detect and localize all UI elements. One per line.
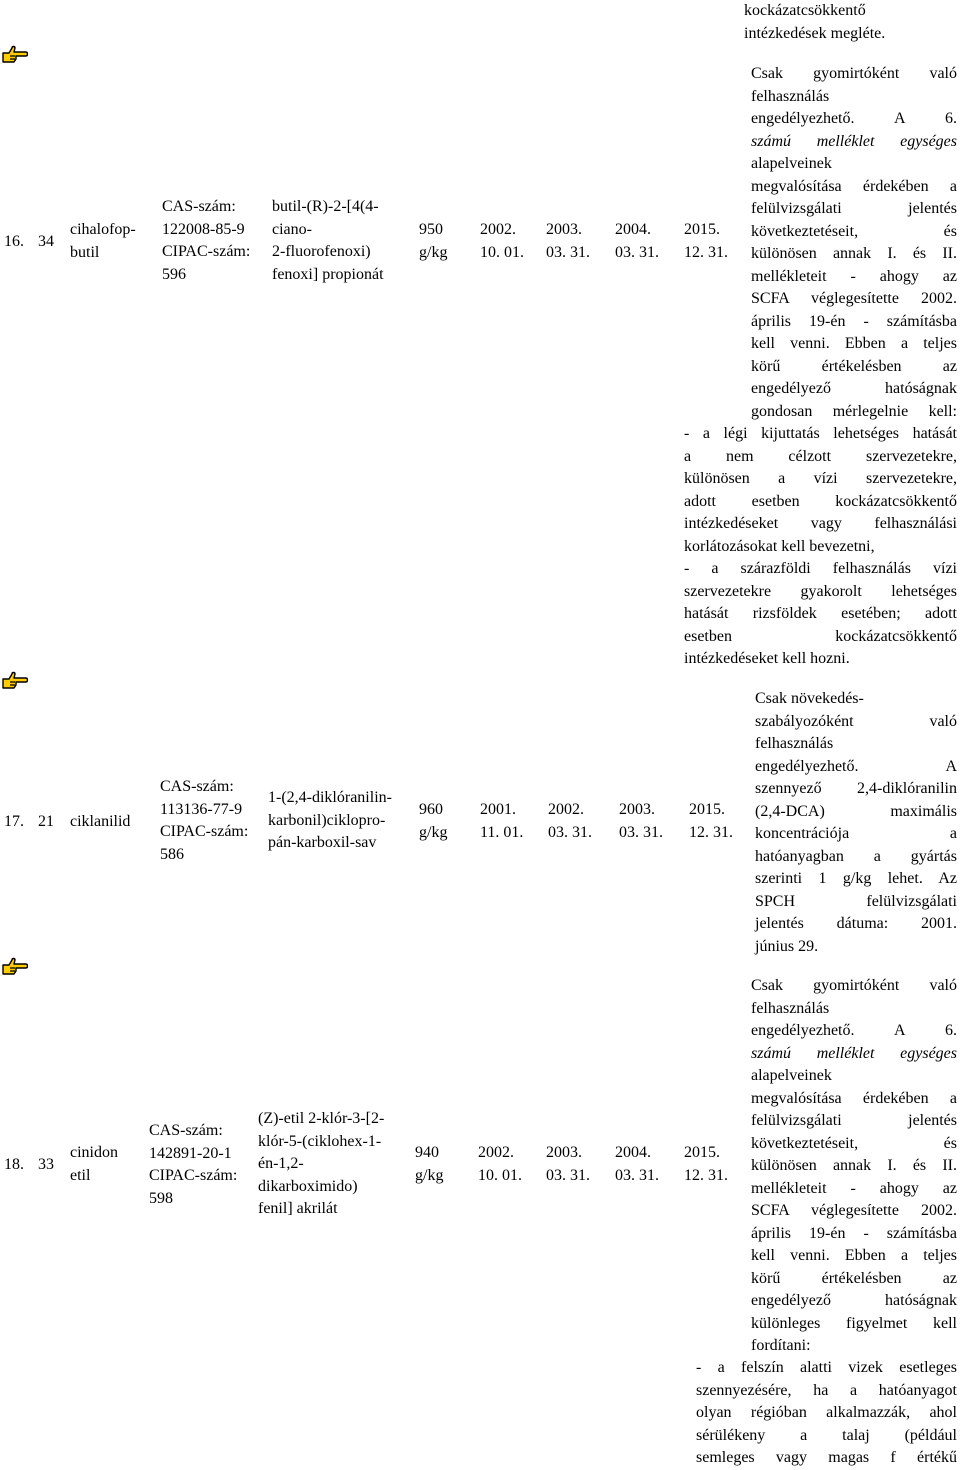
- purity: 960 g/kg: [419, 801, 448, 841]
- provisions: Csak gyomirtóként való felhasználás engedélyezhető. A 6. számú melléklet egységes alapelveinek megvalósítása érdekében a felülvizsgálati jelentés következtetéseit, és különösen annak I. és II. mellékleteit - ahogy az SCFA véglegesítette 2002. április 19-én - számításba kell venni. Ebben a teljes körű értékelésben az engedélyező hatóságnak különleges figyelmet kell fordítani:: [751, 977, 957, 1354]
- provisions-continued: - a légi kijuttatás lehetséges hatását a nem célzott szervezetekre, különösen a vízi szervezetekre, adott esetben kockázatcsökkentő intézkedéseket vagy felhasználási korlátozásokat kell bevezetni, - a szárazföldi felhasználás vízi szervezetekre gyakorolt lehetséges hatását rizsföldek esetében; adott esetben kockázatcsökkentő intézkedéseket kell hozni.: [684, 425, 957, 667]
- expiry-date: 2015. 12. 31.: [684, 221, 728, 261]
- date-2: 2003. 03. 31.: [619, 801, 663, 841]
- pointing-hand-icon: [2, 956, 28, 976]
- pointing-hand-icon: [2, 670, 28, 690]
- entry-date: 2002. 10. 01.: [478, 1144, 522, 1184]
- cas-number: CAS-szám: 142891-20-1 CIPAC-szám: 598: [149, 1122, 238, 1207]
- entry-date: 2001. 11. 01.: [480, 801, 524, 841]
- expiry-date: 2015. 12. 31.: [689, 801, 733, 841]
- chemical-name: (Z)-etil 2-klór-3-[2- klór-5-(ciklohex-1- én-1,2- dikarboximido) fenil] akrilát: [258, 1110, 385, 1217]
- provisions-continued: - a felszín alatti vizek esetleges szennyezésére, ha a hatóanyagot olyan régióban alkalmazzák, ahol sérülékeny a talaj (például semleges vagy magas f értékű: [696, 1359, 957, 1466]
- cas-number: CAS-szám: 113136-77-9 CIPAC-szám: 586: [160, 778, 249, 863]
- row-number: 34: [38, 233, 54, 250]
- pointing-hand-icon: [2, 44, 28, 64]
- row-index: 16.: [4, 233, 24, 250]
- row-number: 21: [38, 813, 54, 830]
- row-index: 17.: [4, 813, 24, 830]
- provisions: Csak növekedés- szabályozóként való felhasználás engedélyezhető. A szennyező 2,4-diklóranilin (2,4-DCA) maximális koncentrációja a hatóanyagban a gyártás szerinti 1 g/kg lehet. Az SPCH felülvizsgálati jelentés dátuma: 2001. június 29.: [755, 690, 957, 955]
- entry-date: 2002. 10. 01.: [480, 221, 524, 261]
- provisions: Csak gyomirtóként való felhasználás engedélyezhető. A 6. számú melléklet egységes alapelveinek megvalósítása érdekében a felülvizsgálati jelentés következtetéseit, és különösen annak I. és II. mellékleteit - ahogy az SCFA véglegesítette 2002. április 19-én - számításba kell venni. Ebben a teljes körű értékelésben az engedélyező hatóságnak gondosan mérlegelnie kell:: [751, 65, 957, 420]
- date-1: 2003. 03. 31.: [546, 1144, 590, 1184]
- substance-name: cinidon etil: [70, 1144, 118, 1184]
- date-2: 2004. 03. 31.: [615, 221, 659, 261]
- substance-name: cihalofop- butil: [70, 221, 136, 261]
- purity: 950 g/kg: [419, 221, 448, 261]
- top-note-line: kockázatcsökkentő: [744, 2, 866, 19]
- purity: 940 g/kg: [415, 1144, 444, 1184]
- chemical-name: butil-(R)-2-[4(4- ciano- 2-fluorofenoxi) fenoxi] propionát: [272, 198, 384, 283]
- expiry-date: 2015. 12. 31.: [684, 1144, 728, 1184]
- date-1: 2002. 03. 31.: [548, 801, 592, 841]
- date-1: 2003. 03. 31.: [546, 221, 590, 261]
- row-index: 18.: [4, 1156, 24, 1173]
- substance-name: ciklanilid: [70, 813, 131, 830]
- top-note: [744, 0, 885, 45]
- chemical-name: 1-(2,4-diklóranilin- karbonil)ciklopro- pán-karboxil-sav: [268, 789, 392, 851]
- cas-number: CAS-szám: 122008-85-9 CIPAC-szám: 596: [162, 198, 251, 283]
- row-number: 33: [38, 1156, 54, 1173]
- date-2: 2004. 03. 31.: [615, 1144, 659, 1184]
- top-note-line: intézkedések megléte.: [744, 24, 886, 42]
